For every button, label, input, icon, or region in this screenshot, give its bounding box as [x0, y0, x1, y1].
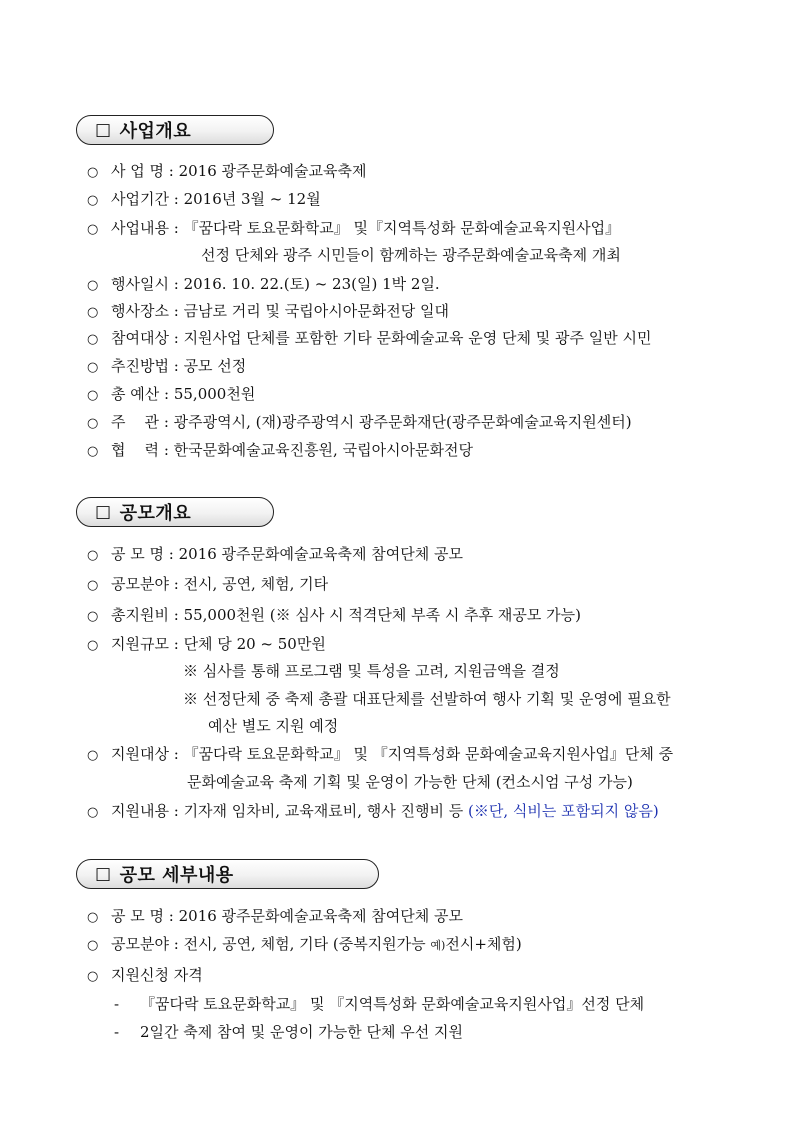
item-label: 주 관: [111, 413, 160, 431]
example-marker: 예): [430, 939, 446, 952]
item-value: 단체 당 20 ~ 50만원: [183, 635, 326, 653]
item-label: 공모분야: [111, 575, 169, 593]
item-value: 『꿈다락 토요문화학교』 및『지역특성화 문화예술교육지원사업』: [183, 219, 621, 237]
bullet-icon: ○: [87, 222, 99, 237]
list-item: ○ 사 업 명 : 2016 광주문화예술교육축제: [87, 161, 366, 183]
item-label: 협 력: [111, 441, 160, 459]
list-item: ○ 협 력 : 한국문화예술교육진흥원, 국립아시아문화전당: [87, 440, 473, 462]
list-item: ○ 주 관 : 광주광역시, (재)광주광역시 광주문화재단(광주문화예술교육지원센터): [87, 412, 632, 434]
item-value: 한국문화예술교육진흥원, 국립아시아문화전당: [173, 441, 473, 459]
item-label: 총 예산: [111, 385, 160, 403]
bullet-icon: ○: [87, 332, 99, 347]
list-item: ○ 지원대상 : 『꿈다락 토요문화학교』 및 『지역특성화 문화예술교육지원사업』단체 중: [87, 744, 673, 766]
sub-item-value: 2일간 축제 참여 및 운영이 가능한 단체 우선 지원: [140, 1023, 463, 1041]
item-value-continuation: 문화예술교육 축제 기획 및 운영이 가능한 단체 (컨소시엄 구성 가능): [187, 773, 633, 791]
list-item: ○ 지원내용 : 기자재 임차비, 교육재료비, 행사 진행비 등 (※단, 식비는 포함되지 않음): [87, 801, 659, 823]
bullet-icon: ○: [87, 578, 99, 593]
item-label: 지원신청 자격: [111, 966, 203, 984]
exclusion-note: (※단, 식비는 포함되지 않음): [468, 802, 659, 820]
bullet-icon: ○: [87, 638, 99, 653]
list-item: ○ 공 모 명 : 2016 광주문화예술교육축제 참여단체 공모: [87, 906, 463, 928]
section-title: 공모개요: [119, 503, 192, 524]
section-header-contest-details: [76, 859, 379, 889]
bullet-icon: ○: [87, 165, 99, 180]
list-item: ○ 추진방법 : 공모 선정: [87, 356, 246, 378]
bullet-icon: ○: [87, 748, 99, 763]
sub-list-item: [114, 1022, 463, 1042]
list-item: ○ 행사장소 : 금남로 거리 및 국립아시아문화전당 일대: [87, 301, 449, 323]
dash-icon: -: [114, 995, 120, 1013]
note-item: ※ 선정단체 중 축제 총괄 대표단체를 선발하여 행사 기획 및 운영에 필요한: [183, 690, 671, 708]
bullet-icon: ○: [87, 278, 99, 293]
sub-list-item: [114, 994, 644, 1014]
item-label: 사업내용: [111, 219, 169, 237]
list-item: ○ 공모분야 : 전시, 공연, 체험, 기타: [87, 574, 328, 596]
list-item: ○ 행사일시 : 2016. 10. 22.(토) ~ 23(일) 1박 2일.: [87, 274, 440, 296]
item-label: 행사일시: [111, 275, 169, 293]
bullet-icon: ○: [87, 609, 99, 624]
bullet-icon: ○: [87, 938, 99, 953]
item-value: 광주광역시, (재)광주광역시 광주문화재단(광주문화예술교육지원센터): [173, 413, 632, 431]
item-label: 지원규모: [111, 635, 169, 653]
item-label: 공모분야: [111, 935, 169, 953]
bullet-icon: ○: [87, 805, 99, 820]
item-label: 참여대상: [111, 329, 169, 347]
note-item: ※ 심사를 통해 프로그램 및 특성을 고려, 지원금액을 결정: [183, 662, 560, 680]
list-item: ○ 공 모 명 : 2016 광주문화예술교육축제 참여단체 공모: [87, 544, 463, 566]
bullet-icon: ○: [87, 416, 99, 431]
note-item-continuation: 예산 별도 지원 예정: [208, 717, 339, 735]
checkbox-square-icon: □: [95, 864, 112, 884]
list-item: ○ 지원규모 : 단체 당 20 ~ 50만원: [87, 634, 326, 656]
item-label: 추진방법: [111, 357, 169, 375]
item-value: 공모 선정: [183, 357, 247, 375]
item-label: 공 모 명: [111, 545, 165, 563]
item-value: 2016. 10. 22.(토) ~ 23(일) 1박 2일.: [183, 275, 440, 293]
list-item: ○ 총 예산 : 55,000천원: [87, 384, 255, 406]
list-item: ○ 사업기간 : 2016년 3월 ~ 12월: [87, 189, 321, 211]
item-value: 55,000천원 (※ 심사 시 적격단체 부족 시 추후 재공모 가능): [183, 606, 581, 624]
item-value: 전시, 공연, 체험, 기타 (중복지원가능: [183, 935, 431, 953]
list-item: ○ 공모분야 : 전시, 공연, 체험, 기타 (중복지원가능 예)전시+체험): [87, 934, 522, 956]
item-label: 총지원비: [111, 606, 169, 624]
item-label: 사업기간: [111, 190, 169, 208]
bullet-icon: ○: [87, 360, 99, 375]
item-value: 55,000천원: [173, 385, 256, 403]
section-title: 공모 세부내용: [119, 865, 234, 886]
item-label: 지원대상: [111, 745, 169, 763]
item-value-continuation: 선정 단체와 광주 시민들이 함께하는 광주문화예술교육축제 개최: [201, 246, 621, 264]
dash-icon: -: [114, 1023, 120, 1041]
bullet-icon: ○: [87, 444, 99, 459]
list-item: ○ 참여대상 : 지원사업 단체를 포함한 기타 문화예술교육 운영 단체 및 광주 일반 시민: [87, 328, 651, 350]
bullet-icon: ○: [87, 193, 99, 208]
checkbox-square-icon: □: [95, 502, 112, 522]
item-value: 『꿈다락 토요문화학교』 및 『지역특성화 문화예술교육지원사업』단체 중: [183, 745, 674, 763]
bullet-icon: ○: [87, 548, 99, 563]
item-label: 공 모 명: [111, 907, 165, 925]
item-label: 지원내용: [111, 802, 169, 820]
list-item: [87, 965, 203, 987]
section-header-business-overview: [76, 115, 274, 145]
section-header-contest-overview: [76, 497, 274, 527]
bullet-icon: ○: [87, 910, 99, 925]
item-label: 행사장소: [111, 302, 169, 320]
item-value: 2016 광주문화예술교육축제 참여단체 공모: [178, 545, 463, 563]
checkbox-square-icon: □: [95, 120, 112, 140]
item-value: 금남로 거리 및 국립아시아문화전당 일대: [183, 302, 449, 320]
bullet-icon: ○: [87, 969, 99, 984]
bullet-icon: ○: [87, 388, 99, 403]
list-item: ○ 사업내용 : 『꿈다락 토요문화학교』 및『지역특성화 문화예술교육지원사업』: [87, 218, 620, 240]
item-value: 2016년 3월 ~ 12월: [183, 190, 321, 208]
item-value: 전시, 공연, 체험, 기타: [183, 575, 329, 593]
item-label: 사 업 명: [111, 162, 165, 180]
section-title: 사업개요: [119, 121, 192, 142]
item-value: 2016 광주문화예술교육축제 참여단체 공모: [178, 907, 463, 925]
sub-item-value: 『꿈다락 토요문화학교』 및 『지역특성화 문화예술교육지원사업』선정 단체: [140, 995, 645, 1013]
list-item: ○ 총지원비 : 55,000천원 (※ 심사 시 적격단체 부족 시 추후 재공모 가능): [87, 605, 581, 627]
bullet-icon: ○: [87, 305, 99, 320]
item-value: 지원사업 단체를 포함한 기타 문화예술교육 운영 단체 및 광주 일반 시민: [183, 329, 652, 347]
item-value: 2016 광주문화예술교육축제: [178, 162, 367, 180]
item-value: 기자재 임차비, 교육재료비, 행사 진행비 등: [183, 802, 469, 820]
